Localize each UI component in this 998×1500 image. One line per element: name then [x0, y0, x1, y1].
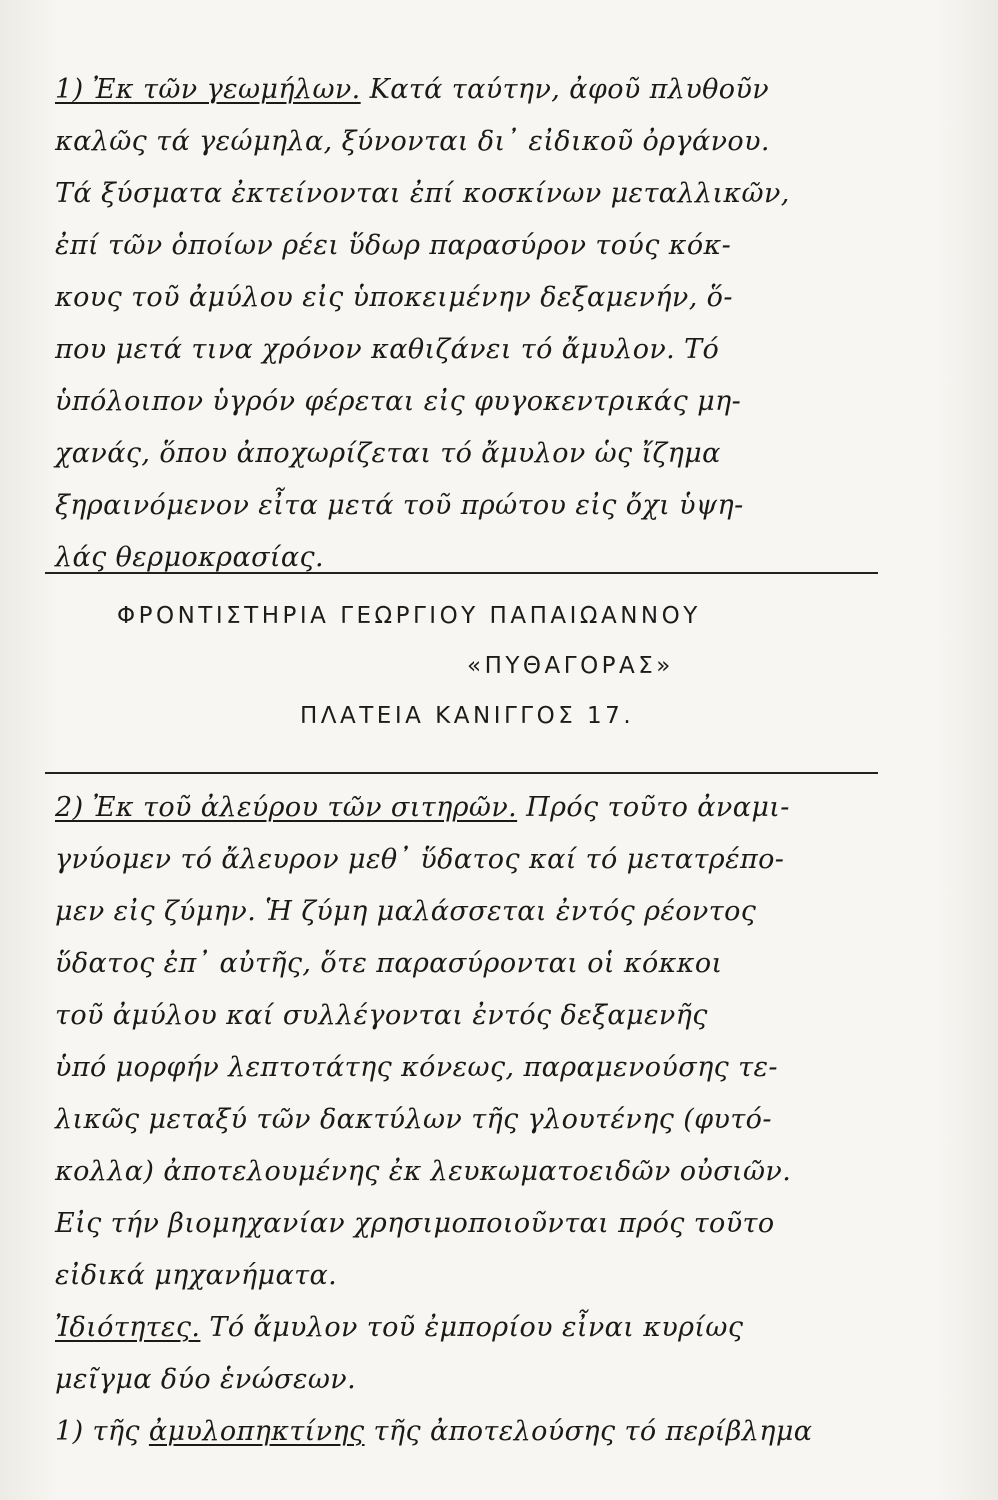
stamp-school-title: «ΠΥΘΑΓΟΡΑΣ»	[467, 653, 674, 679]
section1-line-9: ξηραινόμενον εἶτα μετά τοῦ πρώτου εἰς ὄχι ὑψη-	[55, 490, 744, 521]
properties-heading: Ἰδιότητες.	[55, 1312, 201, 1343]
section1-line-1-text: Κατά ταύτην, ἀφοῦ πλυθοῦν	[360, 74, 770, 105]
properties-line-1	[55, 1302, 925, 1354]
section1-line-1	[55, 64, 925, 116]
section1-heading: 1) Ἐκ τῶν γεωμήλων.	[55, 74, 361, 105]
divider-bottom	[45, 772, 878, 774]
properties-line-1-text: Τό ἄμυλον τοῦ ἐμπορίου εἶναι κυρίως	[200, 1312, 744, 1343]
properties-line-2: μεῖγμα δύο ἑνώσεων.	[55, 1364, 357, 1395]
section1-line-2: καλῶς τά γεώμηλα, ξύνονται δι᾽ εἰδικοῦ ὀργάνου.	[55, 126, 770, 157]
section2-line-8: κολλα) ἀποτελουμένης ἐκ λευκωματοειδῶν οὐσιῶν.	[55, 1156, 792, 1187]
stamp-address: ΠΛΑΤΕΙΑ ΚΑΝΙΓΓΟΣ 17.	[300, 703, 635, 729]
section1-line-4: ἐπί τῶν ὁποίων ρέει ὕδωρ παρασύρον τούς κόκ-	[55, 230, 732, 261]
section1-line-3: Τά ξύσματα ἐκτείνονται ἐπί κοσκίνων μεταλλικῶν,	[55, 178, 790, 209]
item1-prefix: 1) τῆς	[55, 1416, 149, 1447]
item1-rest: τῆς ἀποτελούσης τό περίβλημα	[364, 1416, 813, 1447]
properties-item-1	[55, 1406, 925, 1458]
divider-top	[45, 572, 878, 574]
section2-line-10: εἰδικά μηχανήματα.	[55, 1260, 338, 1291]
section1-line-8: χανάς, ὅπου ἀποχωρίζεται τό ἄμυλον ὡς ἴζημα	[55, 438, 721, 469]
section1-line-6: που μετά τινα χρόνον καθιζάνει τό ἄμυλον. Τό	[55, 334, 720, 365]
item1-term: ἀμυλοπηκτίνης	[148, 1416, 365, 1447]
section2-line-7: λικῶς μεταξύ τῶν δακτύλων τῆς γλουτένης (φυτό-	[55, 1104, 772, 1135]
stamp-school-name: ΦΡΟΝΤΙΣΤΗΡΙΑ ΓΕΩΡΓΙΟΥ ΠΑΠΑΙΩΑΝΝΟΥ	[117, 603, 701, 629]
section1-line-10: λάς θερμοκρασίας.	[55, 542, 325, 573]
section2-heading: 2) Ἐκ τοῦ ἀλεύρου τῶν σιτηρῶν.	[55, 792, 518, 823]
section2-line-9: Εἰς τήν βιομηχανίαν χρησιμοποιοῦνται πρός τοῦτο	[55, 1208, 775, 1239]
section2-line-5: τοῦ ἀμύλου καί συλλέγονται ἐντός δεξαμενῆς	[55, 1000, 708, 1031]
section2-line-1-text: Πρός τοῦτο ἀναμι-	[517, 792, 790, 823]
section1-line-7: ὑπόλοιπον ὑγρόν φέρεται εἰς φυγοκεντρικάς μη-	[55, 386, 742, 417]
section2-line-1	[55, 782, 925, 834]
section-flour	[55, 782, 925, 1458]
section2-line-6: ὑπό μορφήν λεπτοτάτης κόνεως, παραμενούσης τε-	[55, 1052, 778, 1083]
section2-line-3: μεν εἰς ζύμην. Ἡ ζύμη μαλάσσεται ἐντός ρέοντος	[55, 896, 757, 927]
section2-line-4: ὕδατος ἐπ᾽ αὐτῆς, ὅτε παρασύρονται οἱ κόκκοι	[55, 948, 723, 979]
section1-line-5: κους τοῦ ἀμύλου εἰς ὑποκειμένην δεξαμενήν, ὅ-	[55, 282, 733, 313]
section2-line-2: γνύομεν τό ἄλευρον μεθ᾽ ὕδατος καί τό μετατρέπο-	[55, 844, 785, 875]
section-potatoes	[55, 64, 925, 584]
